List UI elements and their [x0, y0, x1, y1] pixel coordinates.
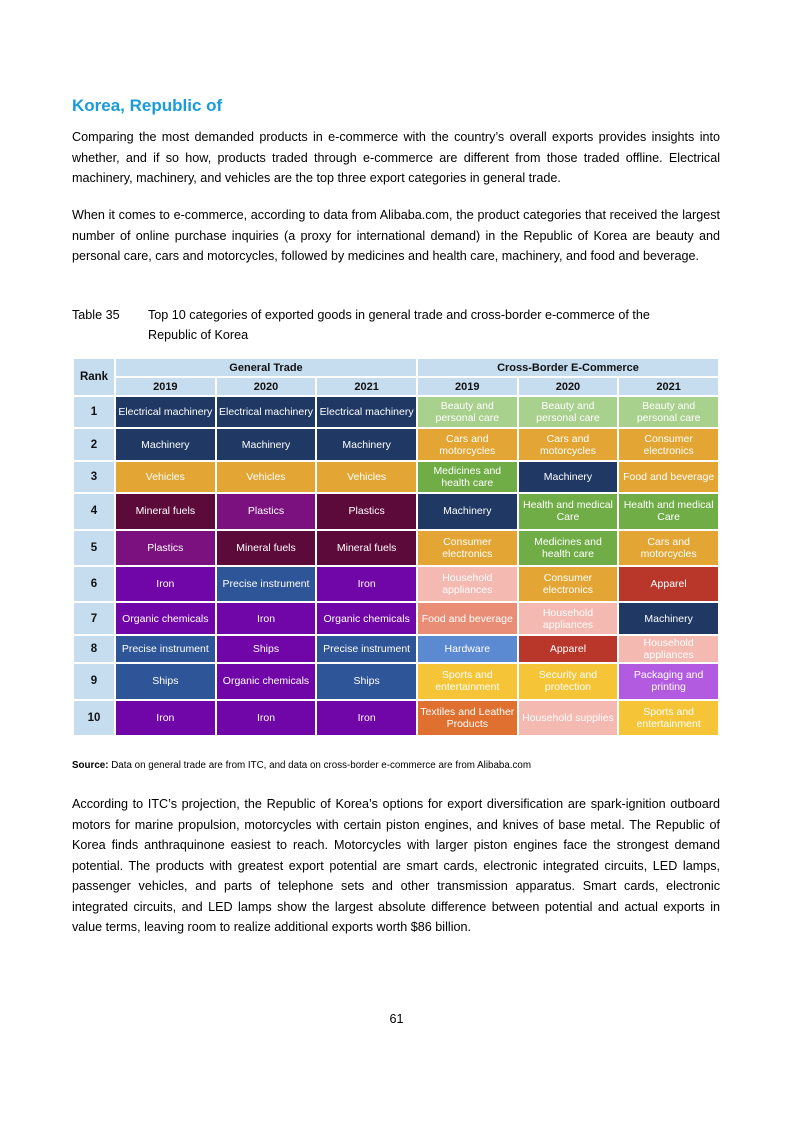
- category-cell: Organic chemicals: [217, 664, 316, 698]
- rank-cell: 10: [74, 701, 114, 735]
- category-cell: Medicines and health care: [519, 531, 618, 565]
- category-cell: Apparel: [619, 567, 718, 601]
- table-caption-text: Top 10 categories of exported goods in general trade and cross-border e-commerce of the Republic of Korea: [148, 308, 650, 342]
- table-row: [74, 462, 718, 492]
- table-body: [74, 397, 718, 735]
- category-cell: Iron: [217, 603, 316, 633]
- general-trade-header: General Trade: [116, 359, 416, 376]
- category-cell: Cars and motorcycles: [519, 429, 618, 459]
- category-cell: Precise instrument: [116, 636, 215, 662]
- category-cell: Electrical machinery: [217, 397, 316, 427]
- category-cell: Beauty and personal care: [418, 397, 517, 427]
- rank-cell: 4: [74, 494, 114, 528]
- category-cell: Organic chemicals: [116, 603, 215, 633]
- source-label: Source:: [72, 760, 109, 771]
- rank-cell: 2: [74, 429, 114, 459]
- category-cell: Household appliances: [619, 636, 718, 662]
- page-number: 61: [389, 1012, 404, 1026]
- category-cell: Cars and motorcycles: [418, 429, 517, 459]
- category-cell: Machinery: [317, 429, 416, 459]
- category-cell: Sports and entertainment: [619, 701, 718, 735]
- category-cell: Packaging and printing: [619, 664, 718, 698]
- category-cell: Mineral fuels: [116, 494, 215, 528]
- table-row: [74, 429, 718, 459]
- category-cell: Food and beverage: [418, 603, 517, 633]
- source-text: Data on general trade are from ITC, and data on cross-border e-commerce are from Alibaba.com: [108, 760, 532, 771]
- category-cell: Mineral fuels: [317, 531, 416, 565]
- category-cell: Plastics: [217, 494, 316, 528]
- table-row: [74, 636, 718, 662]
- table-row: [74, 567, 718, 601]
- category-cell: Cars and motorcycles: [619, 531, 718, 565]
- table-row: [74, 664, 718, 698]
- category-cell: Vehicles: [217, 462, 316, 492]
- export-categories-table: [72, 357, 720, 737]
- table-caption: [72, 305, 720, 345]
- category-cell: Hardware: [418, 636, 517, 662]
- rank-cell: 1: [74, 397, 114, 427]
- cross-border-ecommerce-header: Cross-Border E-Commerce: [418, 359, 718, 376]
- rank-cell: 9: [74, 664, 114, 698]
- category-cell: Apparel: [519, 636, 618, 662]
- category-cell: Plastics: [317, 494, 416, 528]
- category-cell: Beauty and personal care: [619, 397, 718, 427]
- category-cell: Household appliances: [519, 603, 618, 633]
- category-cell: Machinery: [116, 429, 215, 459]
- rank-cell: 3: [74, 462, 114, 492]
- category-cell: Machinery: [217, 429, 316, 459]
- category-cell: Precise instrument: [217, 567, 316, 601]
- category-cell: Ships: [317, 664, 416, 698]
- category-cell: Vehicles: [116, 462, 215, 492]
- year-header: 2020: [217, 378, 316, 395]
- category-cell: Consumer electronics: [418, 531, 517, 565]
- category-cell: Sports and entertainment: [418, 664, 517, 698]
- category-cell: Iron: [317, 567, 416, 601]
- table-row: [74, 531, 718, 565]
- year-header: 2019: [418, 378, 517, 395]
- table-row: [74, 701, 718, 735]
- year-header: 2020: [519, 378, 618, 395]
- category-cell: Organic chemicals: [317, 603, 416, 633]
- category-cell: Machinery: [418, 494, 517, 528]
- category-cell: Electrical machinery: [317, 397, 416, 427]
- category-cell: Precise instrument: [317, 636, 416, 662]
- category-cell: Household supplies: [519, 701, 618, 735]
- category-cell: Health and medical Care: [619, 494, 718, 528]
- projection-paragraph: According to ITC’s projection, the Republic of Korea’s options for export diversification are spark-ignition outboard motors for marine propulsion, motorcycles with certain piston engines, and knives of base metal. The Republic of Korea finds anthraquinone easiest to reach. Motorcycles with larger piston engines face the strongest demand potential. The products with greatest export potential are smart cards, electronic integrated circuits, LED lamps, passenger vehicles, and parts of telephone sets and other transmission apparatus. Smart cards, electronic integrated circuits, and LED lamps show the largest absolute difference between potential and actual exports in value terms, leaving room to realize additional exports worth $86 billion.: [72, 797, 720, 934]
- category-cell: Machinery: [519, 462, 618, 492]
- category-cell: Household appliances: [418, 567, 517, 601]
- category-cell: Beauty and personal care: [519, 397, 618, 427]
- table-row: [74, 603, 718, 633]
- intro-paragraph: Comparing the most demanded products in e-commerce with the country’s overall exports provides insights into whether, and if so how, products traded through e-commerce are different from those traded offline. Electrical machinery, machinery, and vehicles are the top three export categories in general trade.: [72, 130, 720, 185]
- category-cell: Security and protection: [519, 664, 618, 698]
- rank-header: Rank: [74, 359, 114, 395]
- category-cell: Electrical machinery: [116, 397, 215, 427]
- year-header: 2021: [317, 378, 416, 395]
- year-header: 2021: [619, 378, 718, 395]
- category-cell: Health and medical Care: [519, 494, 618, 528]
- category-cell: Consumer electronics: [619, 429, 718, 459]
- category-cell: Iron: [116, 567, 215, 601]
- category-cell: Medicines and health care: [418, 462, 517, 492]
- rank-cell: 6: [74, 567, 114, 601]
- year-header: 2019: [116, 378, 215, 395]
- category-cell: Iron: [116, 701, 215, 735]
- rank-cell: 5: [74, 531, 114, 565]
- category-cell: Ships: [116, 664, 215, 698]
- export-categories-table-wrap: [72, 357, 720, 737]
- category-cell: Iron: [217, 701, 316, 735]
- table-row: [74, 397, 718, 427]
- category-cell: Ships: [217, 636, 316, 662]
- source-note: [72, 760, 531, 771]
- section-heading: Korea, Republic of: [72, 96, 223, 115]
- rank-cell: 8: [74, 636, 114, 662]
- category-cell: Textiles and Leather Products: [418, 701, 517, 735]
- table-caption-label: Table 35: [72, 308, 120, 322]
- category-cell: Iron: [317, 701, 416, 735]
- category-cell: Consumer electronics: [519, 567, 618, 601]
- ecommerce-paragraph: When it comes to e-commerce, according to data from Alibaba.com, the product categories that received the largest number of online purchase inquiries (a proxy for international demand) in the Republic of Korea are beauty and personal care, cars and motorcycles, followed by medicines and health care, machinery, and food and beverage.: [72, 208, 720, 263]
- table-row: [74, 494, 718, 528]
- category-cell: Mineral fuels: [217, 531, 316, 565]
- category-cell: Plastics: [116, 531, 215, 565]
- category-cell: Vehicles: [317, 462, 416, 492]
- category-cell: Machinery: [619, 603, 718, 633]
- rank-cell: 7: [74, 603, 114, 633]
- category-cell: Food and beverage: [619, 462, 718, 492]
